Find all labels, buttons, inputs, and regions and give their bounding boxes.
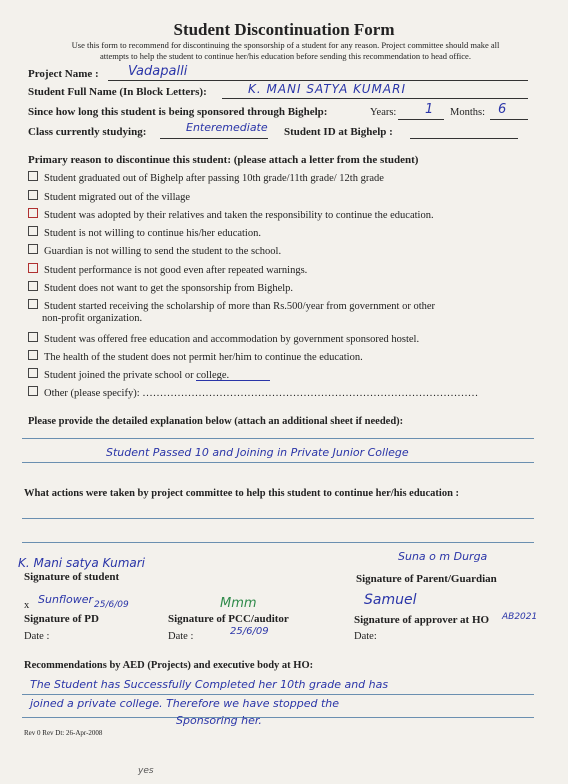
approver-signature-label: Signature of approver at HO xyxy=(354,614,490,626)
checkbox[interactable] xyxy=(28,281,38,291)
checkbox[interactable] xyxy=(28,208,38,218)
class-line xyxy=(160,138,268,139)
pd-date-handwritten: 25/6/09 xyxy=(94,600,129,610)
student-signature: K. Mani satya Kumari xyxy=(18,556,146,570)
reason-item[interactable]: Other (please specify): …………………………………………………………………………………… xyxy=(28,386,478,400)
parent-signature: Suna o m Durga xyxy=(398,550,488,563)
months-value[interactable]: 6 xyxy=(498,102,507,117)
actions-line-1 xyxy=(22,518,534,519)
revision-note: Rev 0 Rev Dt: 26-Apr-2008 xyxy=(24,729,103,737)
years-line xyxy=(398,119,444,120)
class-value[interactable]: Enteremediate xyxy=(186,121,268,134)
pcc-signature: Mmm xyxy=(220,596,257,611)
project-name-value[interactable]: Vadapalli xyxy=(128,64,188,79)
reason-item[interactable]: Student is not willing to continue his/her education. xyxy=(28,226,261,240)
recommendation-rule-1 xyxy=(22,694,534,695)
parent-signature-label: Signature of Parent/Guardian xyxy=(356,573,497,585)
pd-prefix: x xyxy=(24,600,30,611)
reason-item[interactable]: Student started receiving the scholarship of more than Rs.500/year from government or other xyxy=(28,299,435,313)
sponsor-since-label: Since how long this student is being sponsored through Bighelp: xyxy=(28,106,328,118)
reason-item[interactable]: Student migrated out of the village xyxy=(28,190,190,204)
student-name-value[interactable]: K. MANI SATYA KUMARI xyxy=(248,82,406,96)
student-signature-label: Signature of student xyxy=(24,571,120,583)
recommendation-line-2[interactable]: joined a private college. Therefore we have stopped the xyxy=(30,697,340,710)
intro-line-2: attempts to help the student to continue her/his education before sending this recommendation to head office. xyxy=(100,51,471,61)
pd-signature: Sunflower xyxy=(38,593,94,606)
checkbox[interactable] xyxy=(28,171,38,181)
reasons-heading: Primary reason to discontinue this student: (please attach a letter from the student) xyxy=(28,154,419,166)
actions-label: What actions were taken by project committee to help this student to continue her/his education : xyxy=(24,488,460,499)
reason-item[interactable]: Student was offered free education and accommodation by government sponsored hostel. xyxy=(28,332,419,346)
months-label: Months: xyxy=(450,107,486,118)
project-name-label: Project Name : xyxy=(28,68,99,80)
form-title: Student Discontinuation Form xyxy=(173,20,395,39)
class-label: Class currently studying: xyxy=(28,126,147,138)
pd-date-label: Date : xyxy=(24,631,50,642)
reason-item[interactable]: Student graduated out of Bighelp after passing 10th grade/11th grade/ 12th grade xyxy=(28,171,384,185)
student-id-line xyxy=(410,138,518,139)
explanation-label: Please provide the detailed explanation below (attach an additional sheet if needed): xyxy=(28,416,404,427)
project-name-line xyxy=(108,80,528,81)
reason-item[interactable]: Student was adopted by their relatives and taken the responsibility to continue the education. xyxy=(28,208,434,222)
explanation-value[interactable]: Student Passed 10 and Joining in Private Junior College xyxy=(106,446,409,459)
recommendation-rule-2 xyxy=(22,717,534,718)
checkbox[interactable] xyxy=(28,190,38,200)
student-id-label: Student ID at Bighelp : xyxy=(284,126,393,138)
pcc-date-label: Date : xyxy=(168,631,194,642)
intro-line-1: Use this form to recommend for discontinuing the sponsorship of a student for any reason. Project committee should make all xyxy=(71,40,500,50)
recommendation-line-1[interactable]: The Student has Successfully Completed her 10th grade and has xyxy=(30,678,389,691)
reason-item[interactable]: Student does not want to get the sponsorship from Bighelp. xyxy=(28,281,293,295)
actions-line-2 xyxy=(22,542,534,543)
approver-signature: Samuel xyxy=(364,592,417,608)
approver-date-label: Date: xyxy=(354,631,377,642)
student-name-line xyxy=(222,98,528,99)
checkbox[interactable] xyxy=(28,368,38,378)
checkbox[interactable] xyxy=(28,386,38,396)
approver-extra-mark: AB2021 xyxy=(502,612,538,622)
explanation-line-1 xyxy=(22,438,534,439)
form-intro xyxy=(28,40,543,62)
reason-item[interactable]: The health of the student does not permit her/him to continue the education. xyxy=(28,350,363,364)
checkbox[interactable] xyxy=(28,244,38,254)
recommendation-label: Recommendations by AED (Projects) and executive body at HO: xyxy=(24,660,314,671)
pcc-signature-label: Signature of PCC/auditor xyxy=(168,613,289,625)
pcc-date-handwritten: 25/6/09 xyxy=(230,626,269,637)
years-label: Years: xyxy=(370,107,397,118)
explanation-line-2 xyxy=(22,462,534,463)
pd-signature-label: Signature of PD xyxy=(24,613,99,625)
checkbox[interactable] xyxy=(28,226,38,236)
months-line xyxy=(490,119,528,120)
recommendation-line-3[interactable]: Sponsoring her. xyxy=(176,714,262,727)
checkbox[interactable] xyxy=(28,263,38,273)
reason-item[interactable]: Student joined the private school or college. xyxy=(28,368,229,382)
student-name-label: Student Full Name (In Block Letters): xyxy=(28,86,207,98)
reason-item[interactable]: Student performance is not good even after repeated warnings. xyxy=(28,263,307,277)
reason-item[interactable]: Guardian is not willing to send the student to the school. xyxy=(28,244,281,258)
years-value[interactable]: 1 xyxy=(425,102,434,117)
reason-item-continuation: non-profit organization. xyxy=(42,313,143,324)
college-underline-mark xyxy=(196,380,270,381)
checkbox[interactable] xyxy=(28,350,38,360)
checkbox[interactable] xyxy=(28,299,38,309)
checkbox[interactable] xyxy=(28,332,38,342)
bottom-handwritten-note: yes xyxy=(138,766,154,776)
